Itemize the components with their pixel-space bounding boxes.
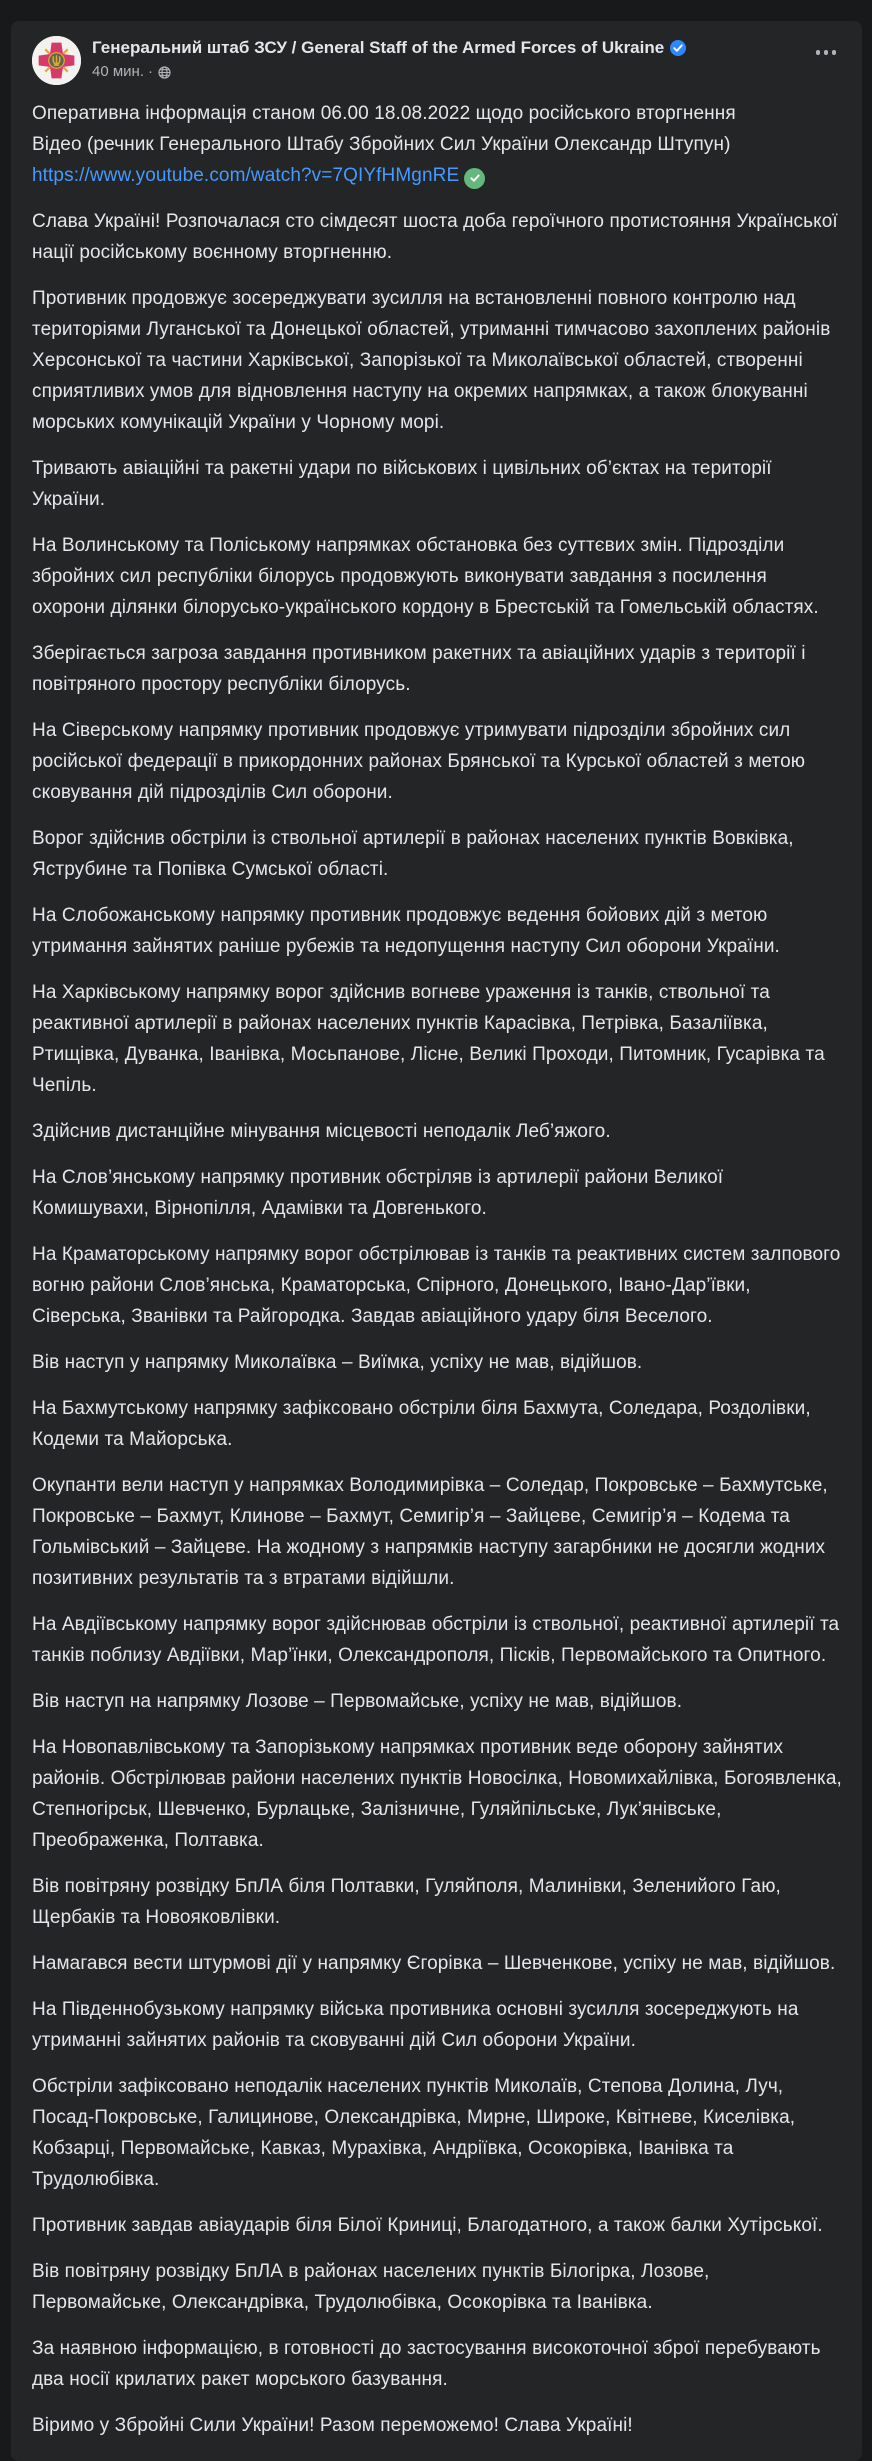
post-header-text [92, 36, 810, 80]
general-staff-emblem-icon [32, 36, 81, 85]
post-paragraph: На Волинському та Поліському напрямках обстановка без суттєвих змін. Підрозділи збройних сил республіки білорусь продовжують виконувати завдання з посилення охорони ділянки білорусько-українського кордону в Брестській та Гомельській областях. [32, 535, 819, 618]
post-paragraph: Віримо у Збройні Сили України! Разом переможемо! Слава Україні! [32, 2415, 633, 2436]
check-mark-emoji-icon [464, 168, 485, 189]
globe-icon [158, 66, 171, 79]
meta-separator: · [148, 63, 153, 80]
more-options-button[interactable] [810, 36, 843, 69]
post-header [32, 36, 842, 85]
ellipsis-dot [824, 50, 829, 55]
post-paragraph: Обстріли зафіксовано неподалік населених пунктів Миколаїв, Степова Долина, Луч, Посад-Покровське, Галицинове, Олександрівка, Мирне, Широке, Квітневе, Киселівка, Кобзарці, Первомайське, Кавказ, Мурахівка, Андріївка, Осокорівка, Іванівка та Трудолюбівка. [32, 2076, 796, 2190]
post-paragraph: На Новопавлівському та Запорізькому напрямках противник веде оборону зайнятих районів. Обстрілював райони населених пунктів Новосілка, Новомихайлівка, Богоявленка, Степногірськ, Шевченко, Бурлацьке, Залізничне, Гуляйпільське, Лук’янівське, Преображенка, Полтавка. [32, 1737, 842, 1851]
post-content [32, 98, 842, 2441]
post-paragraph: На Краматорському напрямку ворог обстрілював із танків та реактивних систем залпового вогню райони Слов’янська, Краматорська, Спірного, Донецького, Івано-Дар’ївки, Сіверська, Званівки та Райгородка. Завдав авіаційного удару біля Веселого. [32, 1244, 841, 1327]
timestamp[interactable]: 40 мин. [92, 63, 144, 80]
post-paragraph: Вів повітряну розвідку БпЛА в районах населених пунктів Білогірка, Лозове, Первомайське, Олександрівка, Трудолюбівка, Осокорівка та Іванівка. [32, 2261, 710, 2313]
post-paragraph: Вів наступ у напрямку Миколаївка – Виїмка, успіху не мав, відійшов. [32, 1352, 643, 1373]
post-paragraph: Вів наступ на напрямку Лозове – Первомайське, успіху не мав, відійшов. [32, 1691, 683, 1712]
post-paragraph: На Південнобузькому напрямку війська противника основні зусилля зосереджують на утриманні зайнятих районів та сковуванні дій Сил оборони України. [32, 1999, 799, 2051]
post-paragraph: На Харківському напрямку ворог здійснив вогневе ураження із танків, ствольної та реактивної артилерії в районах населених пунктів Карасівка, Петрівка, Базаліївка, Ртищівка, Дуванка, Іванівка, Мосьпанове, Лісне, Великі Проходи, Питомник, Гусарівка та Чепіль. [32, 982, 825, 1096]
ellipsis-dot [832, 50, 837, 55]
post-paragraph: Намагався вести штурмові дії у напрямку Єгорівка – Шевченкове, успіху не мав, відійшов. [32, 1953, 836, 1974]
page-avatar[interactable] [32, 36, 81, 85]
post-paragraph: На Сіверському напрямку противник продовжує утримувати підрозділи збройних сил російської федерації в прикордонних районах Брянської та Курської областей з метою сковування дій підрозділів Сил оборони. [32, 720, 806, 803]
post-paragraph: Здійснив дистанційне мінування місцевості неподалік Леб’яжого. [32, 1121, 611, 1142]
post-paragraph: Противник продовжує зосереджувати зусилля на встановленні повного контролю над територіями Луганської та Донецької областей, утриманні тимчасово захоплених районів Херсонської та частини Харківської, Запорізької та Миколаївської областей, створенні сприятливих умов для відновлення наступу на окремих напрямках, а також блокуванні морських комунікацій України у Чорному морі. [32, 288, 831, 433]
post-paragraph: Ворог здійснив обстріли із ствольної артилерії в районах населених пунктів Вовківка, Яструбине та Попівка Сумської області. [32, 828, 794, 880]
verified-badge-icon [670, 40, 686, 56]
post-paragraph: Окупанти вели наступ у напрямках Володимирівка – Соледар, Покровське – Бахмутське, Покровське – Бахмут, Клинове – Бахмут, Семигір’я – Зайцеве, Семигір’я – Кодема та Гольмівський – Зайцеве. На жодному з напрямків наступу загарбники не досягли жодних позитивних результатів та з втратами відійшли. [32, 1475, 828, 1589]
post-paragraph: На Слобожанському напрямку противник продовжує ведення бойових дій з метою утримання зайнятих раніше рубежів та недопущення наступу Сил оборони України. [32, 905, 780, 957]
post-paragraph: За наявною інформацією, в готовності до застосування високоточної зброї перебувають два носії крилатих ракет морського базування. [32, 2338, 821, 2390]
post-paragraph: Слава Україні! Розпочалася сто сімдесят шоста доба героїчного протистояння Української нації російському воєнному вторгненню. [32, 211, 838, 263]
youtube-link[interactable]: https://www.youtube.com/watch?v=7QIYfHMgnRE [32, 165, 460, 186]
post-paragraph: На Авдіївському напрямку ворог здійснював обстріли із ствольної, реактивної артилерії та танків поблизу Авдіївки, Мар’їнки, Олександрополя, Пісків, Первомайського та Опитного. [32, 1614, 840, 1666]
post-paragraph: Противник завдав авіаударів біля Білої Криниці, Благодатного, а також балки Хутірської. [32, 2215, 823, 2236]
post-paragraph: Вів повітряну розвідку БпЛА біля Полтавки, Гуляйполя, Малинівки, Зеленийого Гаю, Щербаків та Новояковлівки. [32, 1876, 781, 1928]
post-text-line: Оперативна інформація станом 06.00 18.08.2022 щодо російського вторгнення [32, 103, 736, 124]
post-meta [92, 63, 810, 80]
post-text-line: Відео (речник Генерального Штабу Збройних Сил України Олександр Штупун) [32, 134, 731, 155]
post-paragraph: На Бахмутському напрямку зафіксовано обстріли біля Бахмута, Соледара, Роздолівки, Кодеми та Майорська. [32, 1398, 811, 1450]
post-paragraph: Тривають авіаційні та ракетні удари по військових і цивільних об’єктах на території України. [32, 458, 772, 510]
post-intro-paragraph [32, 98, 842, 191]
page-name[interactable]: Генеральний штаб ЗСУ / General Staff of the Armed Forces of Ukraine [92, 38, 665, 57]
ellipsis-dot [816, 50, 821, 55]
post-paragraph: На Слов’янському напрямку противник обстріляв із артилерії райони Великої Комишувахи, Вірнопілля, Адамівки та Довгенького. [32, 1167, 724, 1219]
post-paragraph: Зберігається загроза завдання противником ракетних та авіаційних ударів з території і повітряного простору республіки білорусь. [32, 643, 806, 695]
post-card [11, 21, 862, 2461]
